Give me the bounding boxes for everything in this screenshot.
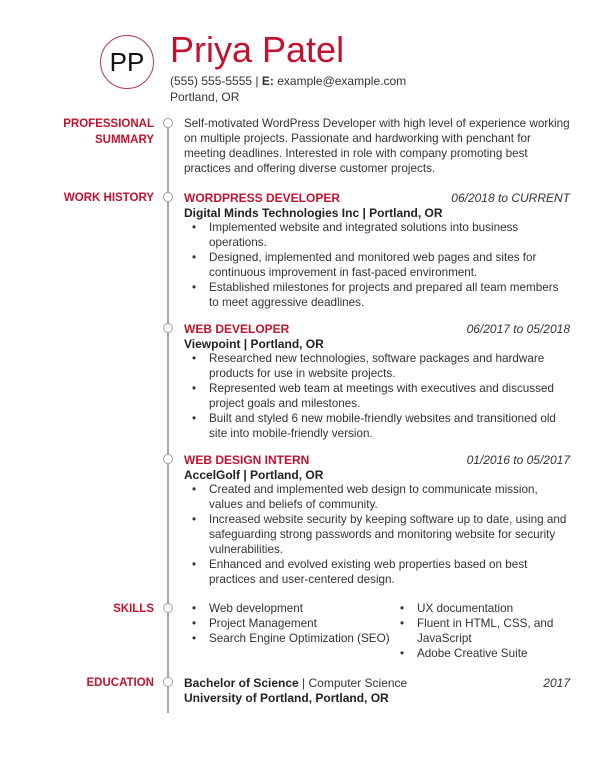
skill-item: • Search Engine Optimization (SEO) — [209, 631, 392, 646]
contact-info — [170, 73, 406, 105]
degree-separator: | — [298, 676, 309, 690]
summary-text: Self-motivated WordPress Developer with high level of experience working on multiple projects. Passionate and hardworking with penchant for meeting deadlines. Interested in role with company promoting best practices and offering diverse customer projects. — [184, 117, 570, 175]
section-label-education: EDUCATION — [86, 677, 154, 689]
summary-label-line2: SUMMARY — [95, 134, 154, 146]
job-bullet: • Established milestones for projects and prepared all team members to meet aggressive deadlines. — [209, 280, 570, 310]
job-title: WORDPRESS DEVELOPER — [184, 191, 341, 205]
job-company: AccelGolf | Portland, OR — [184, 468, 324, 482]
job-company: Viewpoint | Portland, OR — [184, 337, 324, 351]
job-company: Digital Minds Technologies Inc | Portland, OR — [184, 206, 443, 220]
education-degree-line — [184, 675, 407, 691]
timeline-dot-skills — [163, 603, 173, 613]
skill-item: • Project Management — [209, 616, 392, 631]
section-skills — [0, 601, 600, 661]
job-title: WEB DESIGN INTERN — [184, 453, 310, 467]
section-education — [0, 675, 600, 705]
job-entry — [184, 190, 570, 310]
job-bullet: • Researched new technologies, software packages and hardware products for use in website projects. — [209, 351, 570, 381]
job-bullet: • Created and implemented web design to communicate mission, values and beliefs of community. — [209, 482, 570, 512]
timeline-dot-summary — [163, 118, 173, 128]
field-of-study: Computer Science — [308, 676, 408, 690]
skill-item: • Web development — [209, 601, 392, 616]
resume-body — [0, 116, 600, 705]
job-dates: 06/2017 to 05/2018 — [466, 322, 570, 336]
header-text — [170, 30, 406, 105]
skills-column-1 — [184, 601, 392, 661]
section-work-history — [0, 190, 600, 587]
job-bullet: • Built and styled 6 new mobile-friendly websites and transitioned old site into mobile-friendly version. — [209, 411, 570, 441]
degree: Bachelor of Science — [184, 676, 299, 690]
job-dates: 01/2016 to 05/2017 — [466, 453, 570, 467]
avatar-initials — [100, 35, 154, 89]
email-label: E: — [261, 74, 274, 88]
job-bullets — [184, 482, 570, 587]
job-bullet: • Designed, implemented and monitored web pages and sites for continuous improvement in fast-paced environment. — [209, 250, 570, 280]
job-bullet: • Enhanced and evolved existing web properties based on best practices and user-centered design. — [209, 557, 570, 587]
education-content — [184, 675, 570, 705]
section-label-work-history: WORK HISTORY — [63, 192, 154, 204]
skill-item: • Adobe Creative Suite — [417, 646, 570, 661]
job-title: WEB DEVELOPER — [184, 322, 290, 336]
email: example@example.com — [277, 74, 407, 88]
summary-label-line1: PROFESSIONAL — [63, 118, 154, 130]
job-entry — [184, 452, 570, 587]
skills-column-2 — [392, 601, 570, 661]
skill-item: • Fluent in HTML, CSS, and JavaScript — [417, 616, 570, 646]
job-bullets — [184, 351, 570, 441]
graduation-year: 2017 — [543, 676, 570, 690]
job-entry — [184, 321, 570, 441]
job-dates: 06/2018 to CURRENT — [451, 191, 570, 205]
timeline-dot-job3 — [163, 454, 173, 464]
job-bullet: • Implemented website and integrated solutions into business operations. — [209, 220, 570, 250]
section-label-summary — [0, 116, 154, 176]
location: Portland, OR — [170, 90, 240, 104]
education-degree-row — [184, 675, 570, 691]
timeline-dot-education — [163, 677, 173, 687]
job-bullet: • Increased website security by keeping software up to date, using and safeguarding strong passwords and monitoring website for security vulnerabilities. — [209, 512, 570, 557]
skills-content — [184, 601, 570, 661]
timeline-dot-work — [163, 192, 173, 202]
job-bullets — [184, 220, 570, 310]
job-bullet: • Represented web team at meetings with executives and discussed project goals and milestones. — [209, 381, 570, 411]
timeline-dot-job2 — [163, 323, 173, 333]
initials: PP — [109, 46, 145, 77]
work-history-content — [184, 190, 570, 587]
resume-header — [100, 30, 406, 105]
contact-separator: | — [255, 74, 259, 88]
section-label-skills: SKILLS — [113, 603, 154, 615]
candidate-name: Priya Patel — [170, 29, 345, 70]
contact-line — [170, 73, 406, 89]
skill-item: • UX documentation — [417, 601, 570, 616]
section-summary — [0, 116, 600, 176]
school: University of Portland, Portland, OR — [184, 691, 389, 705]
phone: (555) 555-5555 — [170, 74, 253, 88]
